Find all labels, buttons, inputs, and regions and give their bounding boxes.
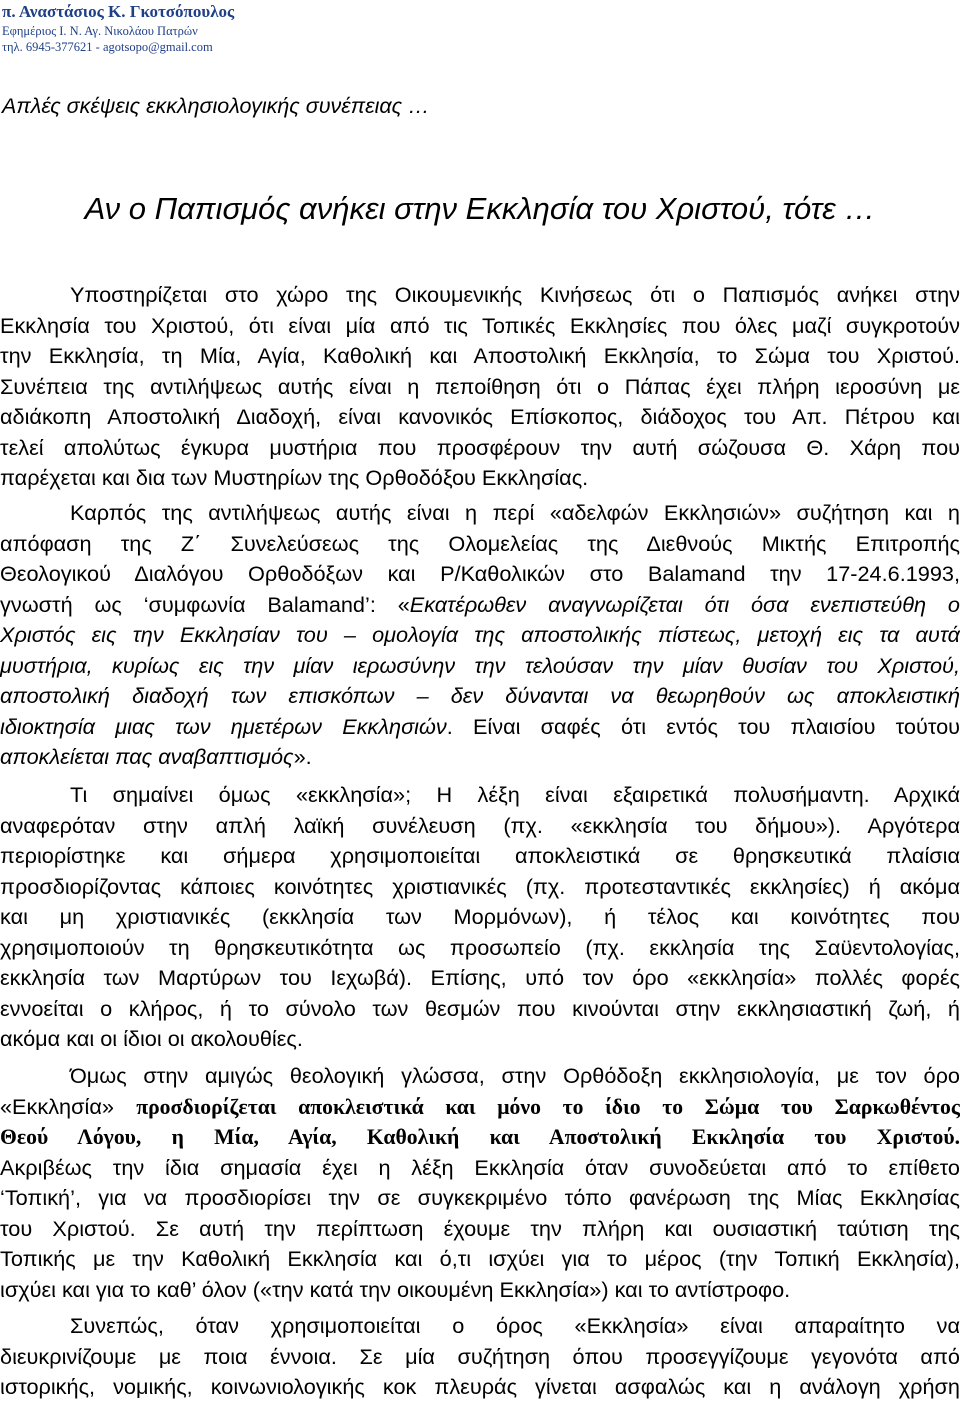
text-line xyxy=(0,1092,960,1123)
text-run: . Είναι σαφές ότι εντός του πλαισίου τούτου xyxy=(446,713,960,739)
paragraph-5 xyxy=(0,1311,960,1403)
author-contact: τηλ. 6945-377621 - agotsopo@gmail.com xyxy=(2,40,213,54)
paragraph-1 xyxy=(0,280,960,494)
quote-line: μυστήρια, κυρίως εις την μίαν ιερωσύνην την τελούσαν την μίαν θυσίαν του Χριστού, xyxy=(0,652,960,678)
quote-text: αποκλείεται πας αναβαπτισμός xyxy=(0,744,294,769)
paragraph-3 xyxy=(0,780,960,1055)
text-line: ακόμα και οι ίδιοι οι ακολουθίες. xyxy=(0,1026,303,1051)
document-subject: Απλές σκέψεις εκκλησιολογικής συνέπειας … xyxy=(2,94,430,118)
text-line: και μη χριστιανικές (εκκλησία των Μορμόνων), ή τέλος και κοινότητες που xyxy=(0,904,960,929)
text-line xyxy=(0,742,960,773)
text-line: ιστορικής, νομικής, κοινωνιολογικής κοκ πλευράς γίνεται ασφαλώς και η ανάλογη χρήση xyxy=(0,1374,960,1399)
text-line: την Εκκλησία, τη Μία, Αγία, Καθολική και Αποστολική Εκκλησία, το Σώμα του Χριστού. xyxy=(0,343,960,368)
text-line: χρησιμοποιούν τη θρησκευτικότητα ως προσωπείο (πχ. εκκλησία της Σαϋεντολογίας, xyxy=(0,934,960,960)
text-line: παρέχεται και δια των Μυστηρίων της Ορθοδόξου Εκκλησίας. xyxy=(0,465,589,490)
text-line: εκκλησία των Μαρτύρων του Ιεχωβά). Επίσης, υπό τον όρο «εκκλησία» πολλές φορές xyxy=(0,965,960,990)
text-line: περιορίστηκε και σήμερα χρησιμοποιείται αποκλειστικά σε θρησκευτικά πλαίσια xyxy=(0,843,960,868)
quote-line: αποστολική διαδοχή των επισκόπων – δεν δύνανται να θεωρηθούν ως αποκλειστική xyxy=(0,683,960,708)
text-line: Υποστηρίζεται στο χώρο της Οικουμενικής Κινήσεως ότι ο Παπισμός ανήκει στην xyxy=(70,282,960,307)
text-line: Τι σημαίνει όμως «εκκλησία»; Η λέξη είναι εξαιρετικά πολυσήμαντη. Αρχικά xyxy=(70,782,960,807)
text-line: Εκκλησία του Χριστού, ότι είναι μία από τις Τοπικές Εκκλησίες που όλες μαζί συγκροτούν xyxy=(0,312,960,338)
quote-text: ιδιοκτησία μιας των ημετέρων Εκκλησιών xyxy=(0,713,447,739)
author-position: Εφημέριος Ι. Ν. Αγ. Νικολάου Πατρών xyxy=(2,24,198,38)
text-line xyxy=(0,590,960,621)
text-line: Συνέπεια της αντιλήψεως αυτής είναι η πεποίθηση ότι ο Πάπας έχει πλήρη ιεροσύνη με xyxy=(0,373,960,399)
author-name: π. Αναστάσιος Κ. Γκοτσόπουλος xyxy=(2,2,235,21)
emphasis-line: Θεού Λόγου, η Μία, Αγία, Καθολική και Αποστολική Εκκλησία του Χριστού. xyxy=(0,1125,960,1149)
text-run: «Εκκλησία» xyxy=(0,1093,137,1119)
text-line: εννοείται ο κλήρος, ή το σύνολο των θεσμών που κινούνται στην εκκλησιαστική ζωή, ή xyxy=(0,995,960,1021)
text-line: απόφαση της Ζ΄ Συνελεύσεως της Ολομελείας της Διεθνούς Μικτής Επιτροπής xyxy=(0,530,960,556)
text-line: Τοπικής με την Καθολική Εκκλησία και ό,τι ισχύει για το μέρος (την Τοπική Εκκλησία), xyxy=(0,1246,960,1271)
text-line: Θεολογικού Διαλόγου Ορθοδόξων και Ρ/Καθολικών στο Balamand την 17-24.6.1993, xyxy=(0,561,960,586)
text-line: ισχύει και για το καθ’ όλον («την κατά την οικουμένη Εκκλησία») και το αντίστροφο. xyxy=(0,1276,791,1302)
text-run: ». xyxy=(293,744,312,769)
text-line: τελεί απολύτως έγκυρα μυστήρια που προσφέρουν την αυτή σώζουσα Θ. Χάρη που xyxy=(0,434,960,460)
text-line: αναφερόταν στην απλή λαϊκή συνέλευση (πχ. «εκκλησία του δήμου»). Αργότερα xyxy=(0,812,960,838)
quote-line: Χριστός εις την Εκκλησίαν του – ομολογία της αποστολικής πίστεως, μετοχή εις τα αυτά xyxy=(0,622,960,647)
text-line: Καρπός της αντιλήψεως αυτής είναι η περί «αδελφών Εκκλησιών» συζήτηση και η xyxy=(70,500,960,525)
text-line: διευκρινίζουμε με ποια έννοια. Σε μία συζήτηση όπου προσεγγίζουμε γεγονότα από xyxy=(0,1343,960,1369)
text-line: του Χριστού. Σε αυτή την περίπτωση έχουμε την πλήρη και ουσιαστική ταύτιση της xyxy=(0,1215,960,1241)
text-line: προσδιορίζοντας κάποιες κοινότητες χριστιανικές (πχ. προτεσταντικές εκκλησίες) ή ακόμα xyxy=(0,873,960,899)
text-line: Ακριβέως την ίδια σημασία έχει η λέξη Εκκλησία όταν συνοδεύεται από το επίθετο xyxy=(0,1154,960,1180)
text-line: Συνεπώς, όταν χρησιμοποιείται ο όρος «Εκκλησία» είναι απαραίτητο να xyxy=(70,1313,960,1338)
quote-text: Εκατέρωθεν αναγνωρίζεται ότι όσα ενεπιστεύθη ο xyxy=(409,591,960,617)
text-line: ‘Τοπική’, για να προσδιορίσει την σε συγκεκριμένο τόπο φανέρωση της Μίας Εκκλησίας xyxy=(0,1185,960,1210)
paragraph-4 xyxy=(0,1061,960,1305)
emphasis-text: προσδιορίζεται αποκλειστικά και μόνο το ίδιο το Σώμα του Σαρκωθέντος xyxy=(136,1094,960,1119)
text-line xyxy=(0,712,960,743)
text-run: γνωστή ως ‘συμφωνία Balamand’: « xyxy=(0,591,410,617)
text-line: Όμως στην αμιγώς θεολογική γλώσσα, στην Ορθόδοξη εκκλησιολογία, με τον όρο xyxy=(70,1063,960,1088)
text-line: αδιάκοπη Αποστολική Διαδοχή, είναι κανονικός Επίσκοπος, διάδοχος του Απ. Πέτρου και xyxy=(0,404,960,429)
paragraph-2 xyxy=(0,498,960,773)
document-title: Αν ο Παπισμός ανήκει στην Εκκλησία του Χριστού, τότε … xyxy=(84,191,876,226)
